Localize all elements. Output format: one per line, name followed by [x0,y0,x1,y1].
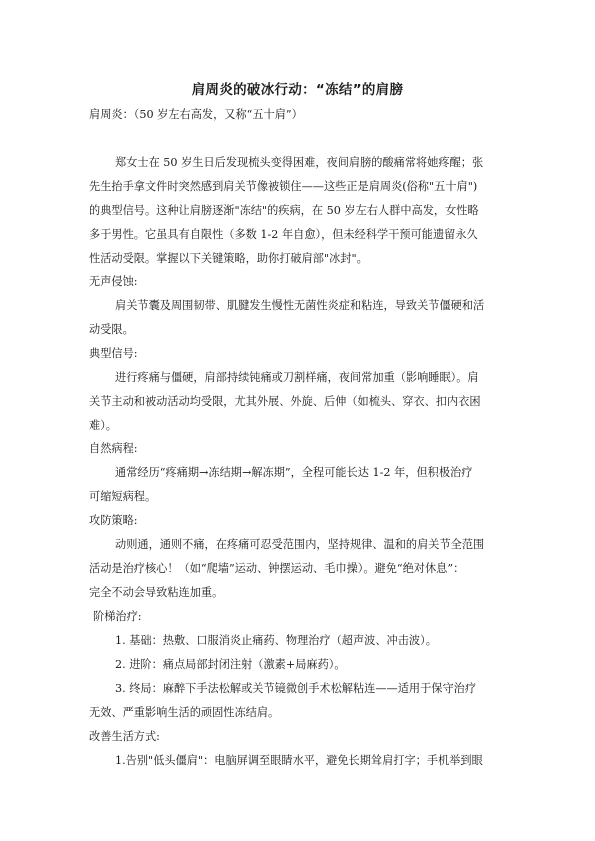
ladder-item: 1. 基础：热敷、口服消炎止痛药、物理治疗（超声波、冲击波）。 [115,634,437,647]
ladder-item: 3. 终局：麻醉下手法松解或关节镜微创手术松解粘连——适用于保守治疗 [115,682,477,695]
lifestyle-heading: 改善生活方式: [89,730,160,743]
section-heading: 典型信号: [89,347,138,360]
intro-line: 郑女士在 50 岁生日后发现梳头变得困难，夜间肩膀的酸痛常将她疼醒；张 [115,156,484,169]
section-heading: 攻防策略: [89,514,138,527]
section-line: 动则通，通则不痛，在疼痛可忍受范围内，坚持规律、温和的肩关节全范围 [115,538,485,551]
section-line: 关节主动和被动活动均受限，尤其外展、外旋、后伸（如梳头、穿衣、扣内衣困 [89,395,481,408]
ladder-item: 无效、严重影响生活的顽固性冻结肩。 [89,706,280,719]
ladder-item: 2. 进阶：痛点局部封闭注射（激素+局麻药）。 [115,658,346,671]
intro-line: 先生抬手拿文件时突然感到肩关节像被锁住——这些正是肩周炎(俗称"五十肩") [89,180,478,193]
section-line: 可缩短病程。 [89,490,157,503]
section-line: 动受限。 [89,323,134,336]
document-title: 肩周炎的破冰行动：“冻结”的肩膀 [191,82,404,98]
intro-line: 性活动受限。掌握以下关键策略，助你打破肩部"冰封"。 [89,252,368,265]
subtitle: 肩周炎：（50 岁左右高发，又称“五十肩”） [89,108,303,121]
section-line: 进行疼痛与僵硬，肩部持续钝痛或刀割样痛，夜间常加重（影响睡眠）。肩 [115,371,479,384]
section-line: 活动是治疗核心！（如“爬墙”运动、钟摆运动、毛巾操）。避免“绝对休息”： [89,562,465,575]
intro-line: 的典型信号。这种让肩膀逐渐"冻结"的疾病，在 50 岁左右人群中高发，女性略 [89,204,479,217]
section-line: 通常经历“疼痛期→冻结期→解冻期”，全程可能长达 1-2 年，但积极治疗 [115,466,473,479]
section-heading: 自然病程: [89,442,138,455]
section-line: 完全不动会导致粘连加重。 [89,586,224,599]
intro-line: 多于男性。它虽具有自限性（多数 1-2 年自愈），但未经科学干预可能遗留永久 [89,228,478,241]
ladder-heading: 阶梯治疗: [93,610,142,623]
section-line: 难）。 [89,419,117,432]
section-heading: 无声侵蚀: [89,275,138,288]
lifestyle-item: 1.告别"低头僵肩"：电脑屏调至眼睛水平，避免长期耸肩打字；手机举到眼 [115,754,483,767]
section-line: 肩关节囊及周围韧带、肌腱发生慢性无菌性炎症和粘连，导致关节僵硬和活 [115,299,485,312]
